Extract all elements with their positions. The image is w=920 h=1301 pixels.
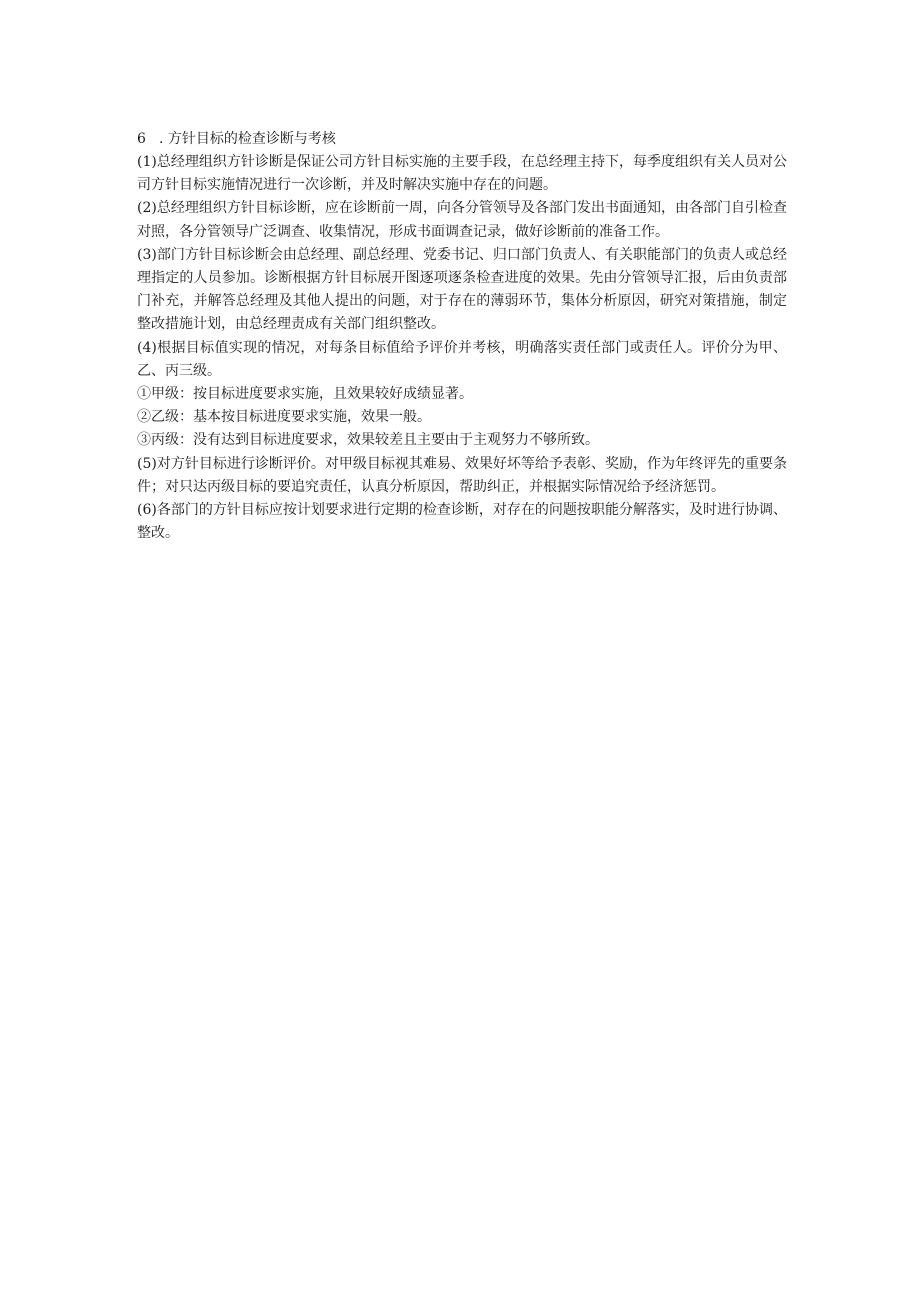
paragraph-5: (5)对方针目标进行诊断评价。对甲级目标视其难易、效果好坏等给予表彰、奖励，作为年终评先的重要条件；对只达丙级目标的要追究责任，认真分析原因，帮助纠正，并根据实际情况给予经济惩罚。 [137, 455, 787, 495]
grade-c-item: ③丙级：没有达到目标进度要求，效果较差且主要由于主观努力不够所致。 [137, 432, 599, 449]
paragraph-2: (2)总经理组织方针目标诊断，应在诊断前一周，向各分管领导及各部门发出书面通知，由各部门自引检查对照，各分管领导广泛调查、收集情况，形成书面调查记录，做好诊断前的准备工作。 [137, 200, 787, 240]
grade-b-item: ②乙级：基本按目标进度要求实施，效果一般。 [137, 409, 431, 426]
document-page [137, 128, 787, 545]
paragraph-4: (4)根据目标值实现的情况，对每条目标值给予评价并考核，明确落实责任部门或责任人。评价分为甲、乙、丙三级。 [137, 339, 787, 379]
section-number: 6 [137, 131, 146, 147]
section-title: . 方针目标的检查诊断与考核 [159, 131, 336, 147]
paragraph-6: (6)各部门的方针目标应按计划要求进行定期的检查诊断，对存在的问题按职能分解落实，及时进行协调、整改。 [137, 502, 787, 542]
paragraph-1: (1)总经理组织方针诊断是保证公司方针目标实施的主要手段，在总经理主持下，每季度组织有关人员对公司方针目标实施情况进行一次诊断，并及时解决实施中存在的问题。 [137, 154, 787, 194]
section-heading [137, 128, 787, 151]
grade-a-item: ①甲级：按目标进度要求实施，且效果较好成绩显著。 [137, 386, 473, 403]
paragraph-3: (3)部门方针目标诊断会由总经理、副总经理、党委书记、归口部门负责人、有关职能部门的负责人或总经理指定的人员参加。诊断根据方针目标展开图逐项逐条检查进度的效果。先由分管领导汇报，后由负责部门补充，并解答总经理及其他人提出的问题，对于存在的薄弱环节，集体分析原因，研究对策措施，制定整改措施计划，由总经理责成有关部门组织整改。 [137, 246, 787, 333]
